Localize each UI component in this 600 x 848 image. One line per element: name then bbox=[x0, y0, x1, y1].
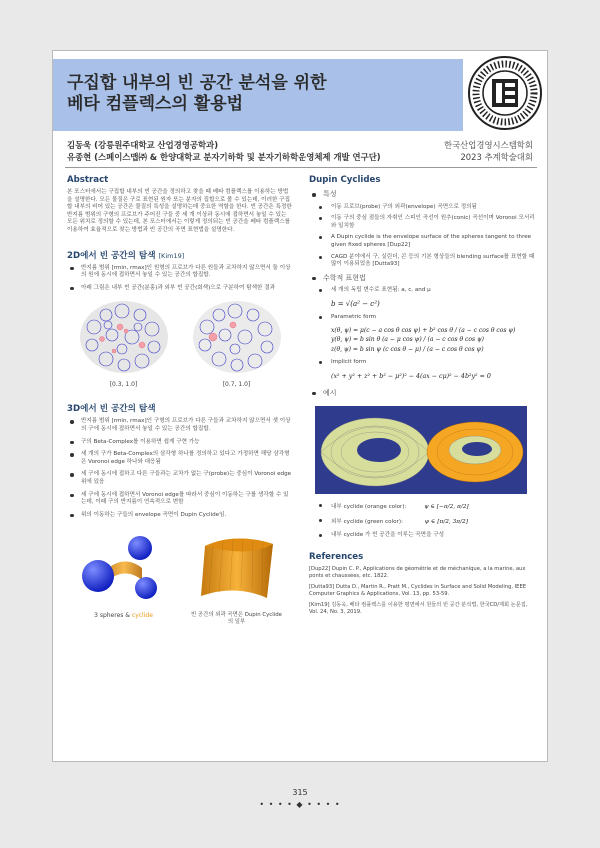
poster-title bbox=[67, 73, 327, 115]
abstract-text: 본 포스터에서는 구집합 내부의 빈 공간을 정의하고 찾을 때 베타 컴플렉스를 이용하는 방법을 설명한다. 모든 물질은 구로 표현된 원자 또는 분자의 집합으로 볼 수 있는데, 이러한 구집합 내부의 비어 있는 공간은 물질의 특성을 설명하는데 중요한 역할을 한다. 빈 공간은 특정한 반지름 범위의 구형의 프로브가 주어진 구들 중 세 개 이상과 동시에 접하면서 놓일 수 있는 모든 위치로 정의할 수 있는데, 본 포스터에서는 이렇게 정의되는 빈 공간을 베타 컴플렉스를 이용하여 효율적으로 찾는 방법과 빈 공간의 곡면 표현법을 설명한다. bbox=[67, 189, 292, 233]
circle-set-diagram-2 bbox=[187, 297, 287, 377]
sec2d-bullet-1: 반지름 범위 [rmin, rmax]인 원형의 프로브가 다른 원들과 교차하지 않으면서 둘 이상의 원에 동시에 접하면서 놓일 수 있는 공간의 합집합. bbox=[67, 265, 293, 280]
section-2d-heading bbox=[67, 249, 293, 261]
sec3d-bullet-2: 구의 Beta-Complex를 이용하면 쉽게 구현 가능 bbox=[67, 439, 293, 447]
title-band bbox=[53, 59, 463, 131]
figure-3d-caption-2: 빈 공간의 외곽 곡면은 Dupin Cyclide의 일부 bbox=[191, 612, 282, 626]
sec3d-bullet-5: 세 구에 동시에 접하면서 Voronoi edge를 따라서 중심이 이동하는 구를 생각할 수 있는데, 이때 구의 반지름이 연속적으로 변함 bbox=[67, 492, 293, 507]
reference-2: [Dutta93] Dutta D., Martin R., Pratt M., Cyclides in Surface and Solid Modeling, IEEE Computer Graphics & Applications, Vol. 13, pp. 53-59. bbox=[309, 583, 527, 597]
figure-3d-left bbox=[76, 524, 172, 626]
example-outer-range: ψ ∈ [π/2, 3π/2] bbox=[424, 519, 468, 526]
abstract-heading: Abstract bbox=[67, 175, 109, 185]
title-line-1: 구집합 내부의 빈 공간 분석을 위한 bbox=[67, 73, 327, 93]
sec2d-bullet-2: 아래 그림은 내부 빈 공간(분홍)과 외부 빈 공간(회색)으로 구분하여 탐색한 결과 bbox=[67, 285, 293, 293]
equation-b: b = √(a² − c²) bbox=[331, 299, 380, 308]
param-z: z(θ, ψ) = b sin ψ (c cos θ − μ) / (a − c cos θ cos ψ) bbox=[331, 345, 484, 353]
sec3d-bullet-3: 세 개의 구가 Beta-Complex의 삼각형 하나를 정의하고 있다고 가정하면 해당 삼각형은 Voronoi edge 하나와 대응됨 bbox=[67, 451, 293, 466]
figure-2d bbox=[67, 297, 293, 388]
feature-bullet-3: A Dupin cyclide is the envelope surface of the spheres tangent to three given fixed spheres [Dup22] bbox=[309, 234, 535, 249]
cyclide-patch-figure bbox=[189, 524, 285, 608]
society-seal-logo bbox=[463, 51, 547, 135]
example-inner-label: 내부 cyclide (orange color): bbox=[331, 504, 407, 511]
implicit-equation: (x² + y² + z² + b² − μ²)² − 4(ax − cμ)² − 4b²y² = 0 bbox=[331, 372, 491, 380]
example-bullet-2 bbox=[309, 517, 535, 528]
header-divider bbox=[65, 167, 537, 168]
figure-3d-right bbox=[189, 524, 285, 626]
figure-3d-caption-1 bbox=[76, 612, 172, 619]
references-heading: References bbox=[309, 551, 364, 562]
page-number: 315 bbox=[292, 788, 308, 797]
example-bullet-3: 내부 cyclide 가 빈 공간을 이루는 곡면을 구성 bbox=[309, 532, 535, 540]
feature-bullet-4: CAGD 분야에서 구, 실린더, 콘 등의 기본 형상들의 blending surface를 표현할 때 많이 이용되었음 [Dutta93] bbox=[309, 254, 535, 269]
conference-line-1: 한국산업경영시스템학회 bbox=[444, 140, 533, 150]
three-spheres-figure bbox=[76, 524, 172, 608]
conference-name bbox=[444, 139, 533, 163]
example-inner-range: ψ ∈ [−π/2, π/2] bbox=[424, 504, 469, 511]
page-ornament: • • • • ◆ • • • • bbox=[259, 800, 341, 809]
circle-set-diagram-1 bbox=[74, 297, 174, 377]
reference-3: [Kim19] 김동욱, 베타 컴플렉스를 이용한 평면에서 원들의 빈 공간 분석법, 한국CD/제회 논문집, Vol. 24, No. 3, 2019. bbox=[309, 601, 528, 615]
example-bullet-1 bbox=[309, 502, 535, 513]
figure-2d-caption-2: [0.7, 1.0] bbox=[222, 381, 251, 389]
section-2d-cite: [Kim19] bbox=[158, 251, 185, 260]
author-1: 김동욱 (강릉원주대학교 산업경영공학과) bbox=[67, 140, 219, 150]
figure-2d-caption-1: [0.3, 1.0] bbox=[109, 381, 138, 389]
dupin-heading: Dupin Cyclides bbox=[309, 175, 381, 185]
poster bbox=[52, 50, 548, 762]
math-bullet-1: 세 개의 독립 변수로 표현됨: a, c, and μ bbox=[309, 287, 535, 295]
sec3d-bullet-4: 세 구에 동시에 접하고 다른 구들과는 교차가 없는 구(probe)는 중심이 Voronoi edge 위에 있음 bbox=[67, 471, 293, 486]
sec3d-bullet-1: 반지름 범위 [rmin, rmax]인 구형의 프로브가 다른 구들과 교차하지 않으면서 셋 이상의 구에 동시에 접하면서 놓일 수 있는 공간의 합집합. bbox=[67, 418, 293, 433]
authors bbox=[67, 139, 381, 163]
reference-1: [Dup22] Dupin C. P., Applications de géométrie et de méchanique, a la marine, aux ponts et chaussées, etc. 1822. bbox=[309, 565, 526, 579]
math-heading: 수학적 표현법 bbox=[309, 275, 535, 283]
param-y: y(θ, ψ) = b sin θ (a − μ cos ψ) / (a − c cos θ cos ψ) bbox=[331, 336, 484, 344]
feature-bullet-2: 이동 구의 중심 점들의 자취인 스피인 곡선이 원추(conic) 곡선이며 Voronoi 모서리와 일치함 bbox=[309, 215, 535, 230]
implicit-label: Implicit form bbox=[309, 359, 535, 367]
figure-2d-right bbox=[187, 297, 287, 388]
author-2: 유종현 (스페이스맵㈜ & 한양대학교 분자기하학 및 분자기하학운영체제 개발 연구단) bbox=[67, 152, 381, 162]
figure-2d-left bbox=[74, 297, 174, 388]
left-column bbox=[67, 175, 293, 626]
conference-line-2: 2023 추계학술대회 bbox=[460, 152, 533, 162]
right-column bbox=[309, 175, 535, 620]
section-3d-heading: 3D에서 빈 공간의 탐색 bbox=[67, 404, 156, 415]
sec3d-bullet-6: 위의 이동하는 구들의 envelope 곡면이 Dupin Cyclide임. bbox=[67, 512, 293, 520]
features-heading: 특성 bbox=[309, 191, 535, 199]
feature-bullet-1: 이동 프로브(probe) 구의 외곽(envelope) 곡면으로 정의됨 bbox=[309, 204, 535, 212]
example-outer-label: 외부 cyclide (green color): bbox=[331, 519, 403, 526]
parametric-label: Parametric form bbox=[309, 314, 535, 322]
example-heading: 예시 bbox=[309, 390, 535, 398]
section-2d-title: 2D에서 빈 공간의 탐색 bbox=[67, 250, 156, 261]
param-x: x(θ, ψ) = μ(c − a cos θ cos ψ) + b² cos θ / (a − c cos θ cos ψ) bbox=[331, 326, 516, 334]
caption-spheres-text: 3 spheres & bbox=[94, 612, 132, 620]
figure-3d bbox=[67, 524, 293, 626]
cyclide-example-figure bbox=[309, 402, 535, 498]
title-line-2: 베타 컴플렉스의 활용법 bbox=[67, 94, 244, 114]
caption-cyclide-text: cyclide bbox=[131, 612, 153, 620]
